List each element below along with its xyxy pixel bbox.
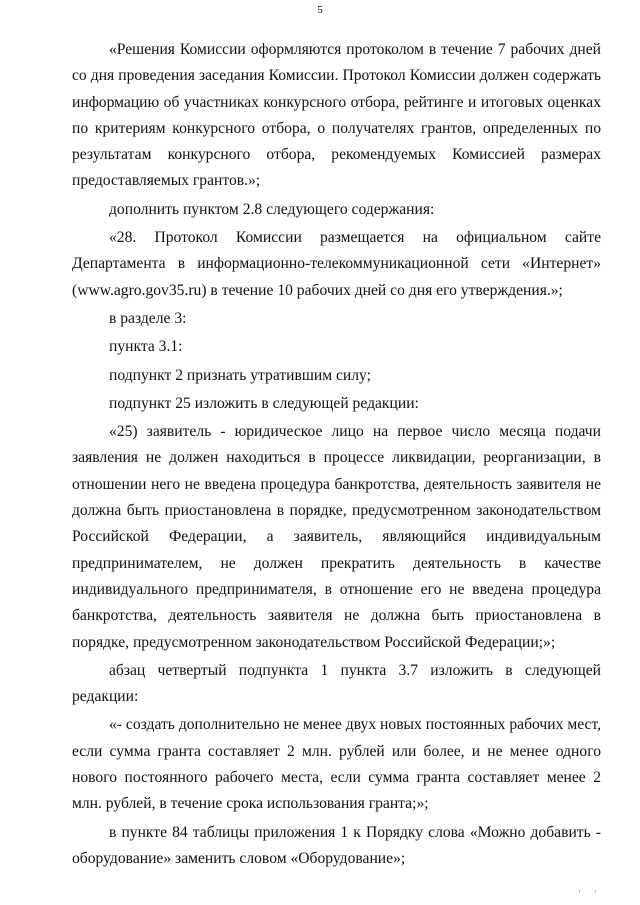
paragraph-subitem-2-void: подпункт 2 признать утратившим силу; <box>109 366 371 384</box>
paragraph-commission-decisions: «Решения Комиссии оформляются протоколом в течение 7 рабочих дней со дня проведения заседания Комиссии. Протокол Комиссии должен содержать информацию об участниках конкурсного отбора, рейтинге и итоговых оценках по критериям конкурсного отбора, о получателях грантов, определенных по результатам конкурсного отбора, рекомендуемых Комиссией размерах предоставляемых грантов.»; <box>72 41 601 190</box>
paragraph-table-appendix-edit: в пункте 84 таблицы приложения 1 к Порядку слова «Можно добавить - оборудование» заменить словом «Оборудование»; <box>72 823 601 867</box>
paragraph-subitem-25-text: «25) заявитель - юридическое лицо на первое число месяца подачи заявления не должен находиться в процессе ликвидации, реорганизации, в отношении него не введена процедура банкротства, деятельность заявителя не должна быть приостановлена в порядке, предусмотренном законодательством Российской Федерации, а заявитель, являющийся индивидуальным предпринимателем, не должен прекратить деятельность в качестве индивидуального предпринимателя, в отношение его не введена процедура банкротства, деятельность заявителя не должна быть приостановлена в порядке, предусмотренном законодательством Российской Федерации;»; <box>72 423 601 651</box>
paragraph-section-3: в разделе 3: <box>109 309 187 327</box>
page-number: 5 <box>317 4 323 16</box>
paragraph-add-item-2-8: дополнить пунктом 2.8 следующего содержания: <box>109 200 435 218</box>
paragraph-protocol-publication: «28. Протокол Комиссии размещается на официальном сайте Департамента в информационно-телекоммуникационной сети «Интернет» (www.agro.gov35.ru) в течение 10 рабочих дней со дня его утверждения.»; <box>72 229 601 299</box>
paragraph-item-3-7-edit: абзац четвертый подпункта 1 пункта 3.7 изложить в следующей редакции: <box>72 661 601 706</box>
document-body <box>72 37 601 872</box>
paragraph-item-3-1: пункта 3.1: <box>109 338 183 356</box>
scan-mark-decoration: ' ' <box>578 889 602 899</box>
paragraph-new-jobs: «- создать дополнительно не менее двух новых постоянных рабочих мест, если сумма гранта составляет 2 млн. рублей или более, и не менее одного нового постоянного рабочего места, если сумма гранта составляет менее 2 млн. рублей, в течение срока использования гранта;»; <box>72 716 601 813</box>
paragraph-subitem-25-edit: подпункт 25 изложить в следующей редакции: <box>109 394 419 412</box>
